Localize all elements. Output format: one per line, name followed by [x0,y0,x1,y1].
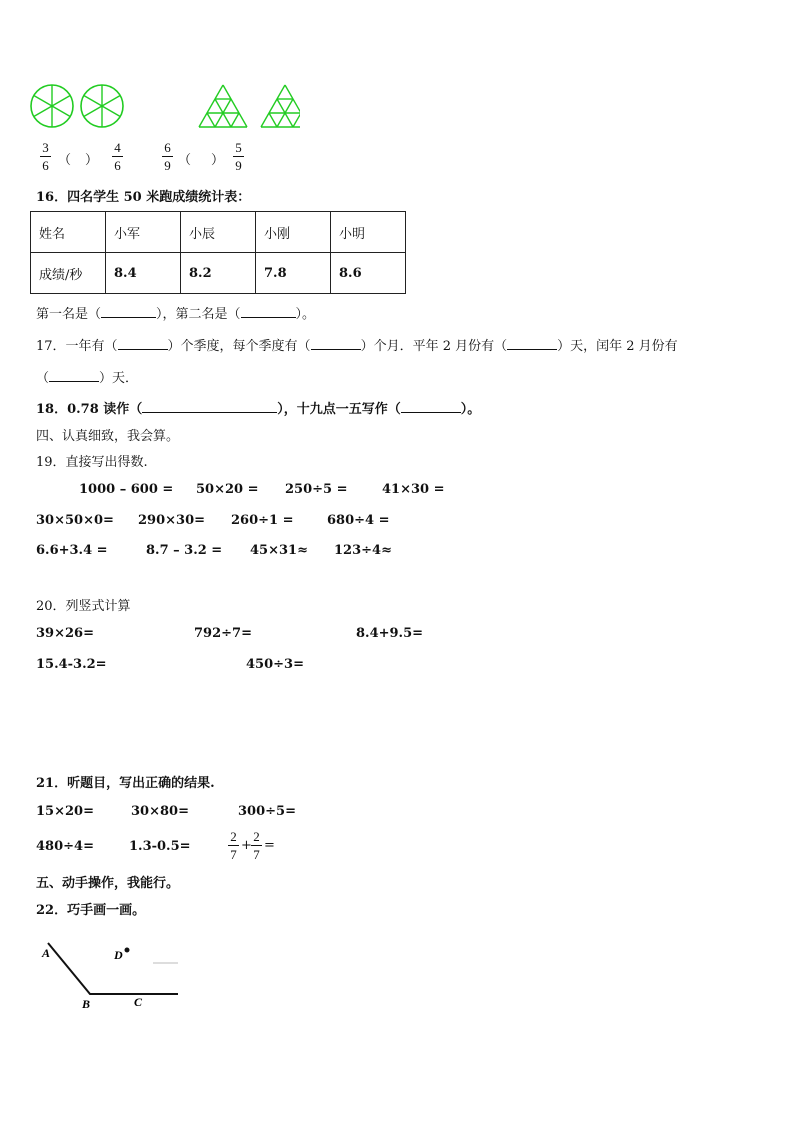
blank-seasons[interactable] [118,337,168,350]
table-cell: 姓名 [31,212,106,253]
blank-feb-leap[interactable] [49,369,99,382]
q19-expr: 50×20 = [196,482,259,497]
table-cell: 8.4 [106,253,181,294]
circle-sixths-1 [31,85,73,127]
table-cell: 成绩/秒 [31,253,106,294]
q18-line: 18．0.78 读作（ ），十九点一五写作（ ）。 [36,402,481,417]
angle-figure [36,935,186,1015]
circle-sixths-2 [81,85,123,127]
q20-expr: 792÷7= [194,626,252,641]
table-header-row [31,212,406,253]
fraction-3-6: 3 6 [40,140,51,173]
plus-sign: + [241,838,252,853]
q20-expr: 8.4+9.5= [356,626,424,641]
table-cell: 8.2 [181,253,256,294]
point-d [125,948,130,953]
fraction-4-6: 4 6 [112,140,123,173]
q19-expr: 290×30= [138,513,206,528]
q19-expr: 260÷1 = [231,513,294,528]
table-row [31,253,406,294]
label-a: A [42,946,51,960]
q19-title: 19．直接写出得数. [36,455,148,470]
q16-answer-line: 第一名是（ ），第二名是（ ）。 [36,307,316,322]
q20-expr: 39×26= [36,626,94,641]
label-c: C [134,995,143,1009]
q19-expr: 680÷4 = [327,513,390,528]
section-5-heading: 五、动手操作，我能行。 [36,876,180,891]
blank-feb-common[interactable] [507,337,557,350]
q21-title: 21．听题目，写出正确的结果. [36,776,215,791]
fraction-5-9: 5 9 [233,140,244,173]
table-cell: 小刚 [256,212,331,253]
blank-second[interactable] [241,305,296,318]
q19-expr: 123÷4≈ [334,543,392,558]
q21-expr: 30×80= [131,804,189,819]
fraction-figures [30,78,300,134]
q21-expr: 480÷4= [36,839,94,854]
score-table [30,211,406,294]
q20-expr: 450÷3= [246,657,304,672]
fraction-2-7-a: 2 7 [228,829,239,862]
q19-expr: 1000 – 600 = [79,482,174,497]
fraction-6-9: 6 9 [162,140,173,173]
q16-title: 16．四名学生 50 米跑成绩统计表： [36,190,251,205]
blank-months[interactable] [311,337,361,350]
label-d: D [114,948,123,962]
section-4-heading: 四、认真细致，我会算。 [36,429,180,444]
q19-expr: 45×31≈ [250,543,308,558]
q21-expr: 1.3-0.5= [129,839,191,854]
blank-write[interactable] [401,400,461,413]
table-cell: 7.8 [256,253,331,294]
blank-first[interactable] [101,305,156,318]
label-b: B [82,997,91,1011]
fraction-2-7-b: 2 7 [251,829,262,862]
q19-expr: 30×50×0= [36,513,114,528]
equals-sign: = [264,838,275,853]
compare-blank-1[interactable]: （ ） [58,153,99,168]
table-cell: 小明 [331,212,406,253]
q22-title: 22．巧手画一画。 [36,903,146,918]
q21-expr: 300÷5= [238,804,296,819]
q20-expr: 15.4-3.2= [36,657,107,672]
q19-expr: 250÷5 = [285,482,348,497]
table-cell: 小军 [106,212,181,253]
table-cell: 8.6 [331,253,406,294]
q19-expr: 6.6+3.4 = [36,543,108,558]
angle-lines [48,943,178,994]
q19-expr: 8.7 – 3.2 = [146,543,223,558]
q19-expr: 41×30 = [382,482,445,497]
q20-title: 20．列竖式计算 [36,599,131,614]
compare-blank-2[interactable]: （ ） [178,153,225,168]
q17-line2: （ ）天． [36,371,139,386]
table-cell: 小辰 [181,212,256,253]
q21-expr: 15×20= [36,804,94,819]
q17-line1: 17．一年有（ ）个季度，每个季度有（ ）个月．平年 2 月份有（ ）天，闰年 2 月份有 [36,339,678,354]
triangle-ninths-1 [199,85,247,127]
triangle-ninths-2 [261,85,300,127]
blank-read[interactable] [142,400,277,413]
